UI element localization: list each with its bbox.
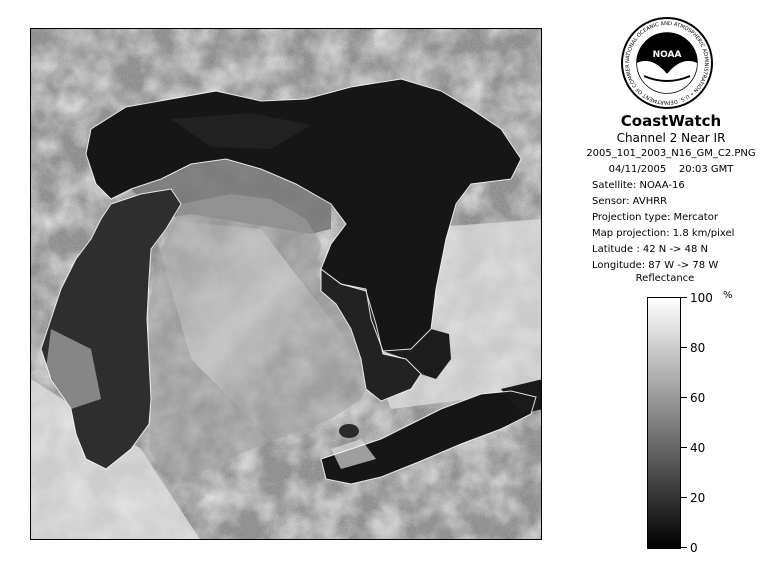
colorbar-tick-label: 80	[690, 341, 706, 355]
colorbar-title: Reflectance	[635, 273, 695, 284]
colorbar-tick-label: 20	[690, 491, 706, 505]
colorbar-tick-label: 0	[690, 541, 698, 555]
lake-st-clair	[339, 424, 359, 438]
projection-type-info: Projection type: Mercator	[592, 212, 718, 223]
colorbar-tick	[681, 447, 687, 448]
latitude-info: Latitude : 42 N -> 48 N	[592, 244, 708, 255]
satellite-image	[30, 28, 542, 540]
longitude-info: Longitude: 87 W -> 78 W	[592, 260, 719, 271]
map-projection-info: Map projection: 1.8 km/pixel	[592, 228, 735, 239]
colorbar-tick	[681, 397, 687, 398]
acquisition-datetime: 04/11/2005 20:03 GMT	[608, 164, 734, 175]
channel-label: Channel 2 Near IR	[616, 131, 726, 145]
logo-ring-text: NATIONAL OCEANIC AND ATMOSPHERIC ADMINISTRATION • U.S. DEPARTMENT OF COMMER	[624, 20, 710, 106]
satellite-info: Satellite: NOAA-16	[592, 180, 685, 191]
info-panel	[560, 0, 782, 572]
satellite-map-svg	[31, 29, 542, 540]
colorbar-tick-label: 100	[690, 291, 713, 305]
colorbar-tick-label: 40	[690, 441, 706, 455]
colorbar-tick	[681, 347, 687, 348]
file-name: 2005_101_2003_N16_GM_C2.PNG	[586, 148, 756, 159]
reflectance-colorbar	[647, 297, 681, 549]
colorbar-tick	[681, 547, 687, 548]
product-title: CoastWatch	[620, 112, 722, 130]
colorbar-tick	[681, 497, 687, 498]
colorbar-tick	[681, 297, 687, 298]
colorbar-tick-label: 60	[690, 391, 706, 405]
noaa-logo	[620, 16, 714, 110]
colorbar-unit: %	[723, 290, 733, 301]
sensor-info: Sensor: AVHRR	[592, 196, 668, 207]
logo-text: NOAA	[652, 50, 682, 60]
